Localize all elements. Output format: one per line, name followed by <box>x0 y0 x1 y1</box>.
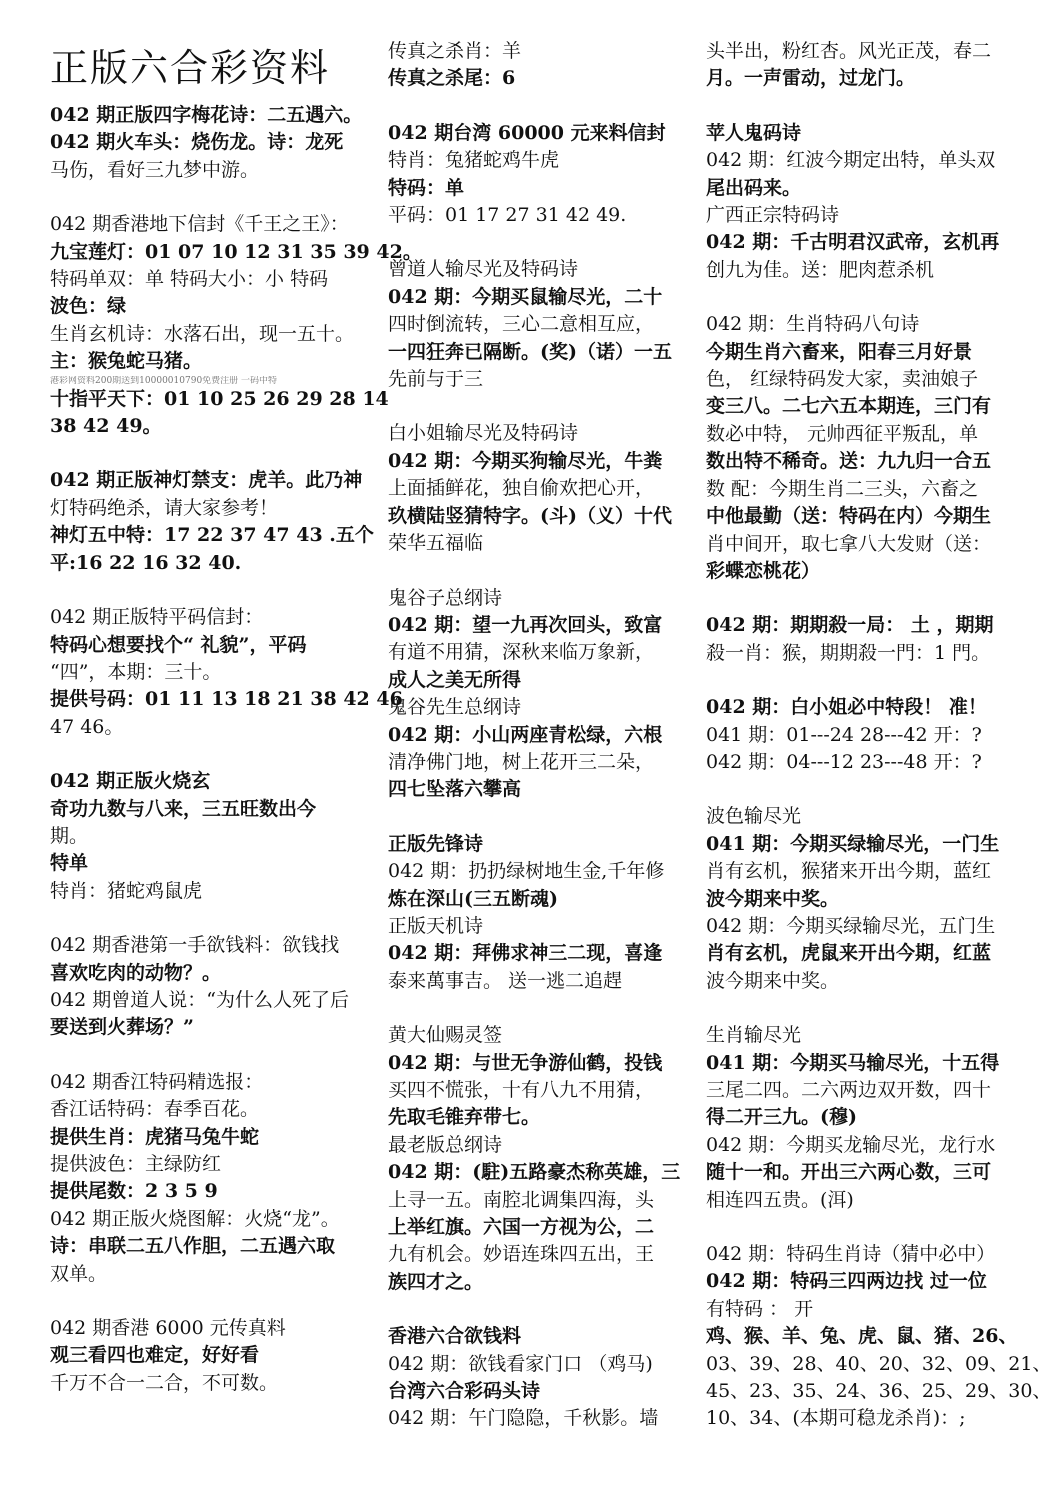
column-right <box>706 38 1052 1433</box>
text-line: 肖中间开，取七拿八大发财（送： <box>706 532 992 555</box>
text-line: 彩蝶恋桃花） <box>706 559 821 582</box>
text-line: 得二开三九。(穆) <box>706 1106 857 1129</box>
text-line: 042 期正版神灯禁支：虎羊。此乃神 <box>50 469 363 492</box>
text-line: 041 期：今期买绿输尽光，一门生 <box>706 832 1000 855</box>
text-line: 042 期：生肖特码八句诗 <box>706 313 920 336</box>
column-left <box>50 38 422 1397</box>
text-line: 十指平天下：01 10 25 26 29 28 14 <box>50 387 389 410</box>
text-line: 传真之杀尾：6 <box>388 67 516 90</box>
text-line: 鬼谷先生总纲诗 <box>388 696 522 719</box>
text-line: 03、39、28、40、20、32、09、21、 <box>706 1352 1052 1375</box>
text-line: 042 期：特码三四两边找 过一位 <box>706 1270 987 1293</box>
text-line: 一四狂奔已隔断。(奖)（诺）一五 <box>388 340 672 363</box>
text-line: 九宝莲灯：01 07 10 12 31 35 39 42。 <box>50 240 422 263</box>
text-line: 特肖：猪蛇鸡鼠虎 <box>50 879 203 902</box>
text-line: 九有机会。妙语连珠四五出，王 <box>388 1243 655 1266</box>
text-line: 042 期香港第一手欲钱料：欲钱找 <box>50 934 340 957</box>
text-line: 上面插鲜花，独自偷欢把心开， <box>388 477 655 500</box>
text-line: 提供号码：01 11 13 18 21 38 42 46 <box>50 688 403 711</box>
text-line: 清净佛门地，树上花开三二朵， <box>388 750 655 773</box>
text-line: 波今期来中奖。 <box>706 969 840 992</box>
text-line: 042 期香江特码精选报： <box>50 1070 264 1093</box>
text-line: 灯特码绝杀，请大家参考！ <box>50 496 279 519</box>
text-line: 042 期：04---12 23---48 开：? <box>706 750 982 773</box>
text-line: 042 期香港地下信封《千王之王》： <box>50 213 349 236</box>
text-line: 042 期：今期买鼠输尽光，二十 <box>388 285 663 308</box>
text-line: 平:16 22 16 32 40. <box>50 551 242 574</box>
text-line: 泰来萬事吉。 送一逃二追趕 <box>388 969 623 992</box>
text-line: 三尾二四。二六两边双开数，四十 <box>706 1079 992 1101</box>
text-line: 042 期：千古明君汉武帝，玄机再 <box>706 231 1000 254</box>
text-line: 042 期正版火烧玄 <box>50 770 211 793</box>
text-line: 成人之美无所得 <box>388 668 522 691</box>
text-line: 042 期：红波今期定出特，单头双 <box>706 149 996 172</box>
text-line: 先取毛锥弃带七。 <box>388 1106 541 1129</box>
text-line: 创九为佳。送：肥肉惹杀机 <box>706 258 935 281</box>
text-line: 炼在深山(三五断魂) <box>388 887 558 910</box>
text-line: 神灯五中特：17 22 37 47 43 .五个 <box>50 524 374 547</box>
text-line: 中他最勤（送：特码在内）今期生 <box>706 505 992 528</box>
text-line: 042 期正版四字梅花诗：二五遇六。 <box>50 104 363 126</box>
text-line: 鸡、猴、羊、兔、虎、鼠、猪、26、 <box>706 1325 1018 1348</box>
text-line: 香港六合欲钱料 <box>388 1325 522 1348</box>
text-line: 色， 红绿特码发大家，卖油娘子 <box>706 368 979 391</box>
text-line: 042 期：拜佛求神三二现，喜逢 <box>388 942 663 965</box>
text-line: 数出特不稀奇。送：九九归一合五 <box>706 450 992 473</box>
text-line: 正版先锋诗 <box>388 832 484 855</box>
text-line: 特码心想要找个“ 礼貌”，平码 <box>50 633 307 656</box>
text-line: 相连四五贵。(洱) <box>706 1188 854 1211</box>
text-line: 特码单双：单 特码大小：小 特码 <box>50 268 329 291</box>
page-title: 正版六合彩资料 <box>50 46 331 90</box>
text-line: 波今期来中奖。 <box>706 887 840 910</box>
text-line: 042 期：今期买狗输尽光，牛粪 <box>388 449 663 472</box>
text-line: 尾出码来。 <box>706 176 802 199</box>
text-line: 苹人鬼码诗 <box>706 121 802 144</box>
text-line: 正版天机诗 <box>388 914 484 937</box>
text-line: 042 期：欲钱看家门口 （鸡马) <box>388 1352 653 1375</box>
text-line: 族四才之。 <box>388 1270 484 1293</box>
text-line: 特肖：兔猪蛇鸡牛虎 <box>388 149 560 172</box>
text-line: 月。一声雷动，过龙门。 <box>706 67 916 90</box>
text-line: 提供波色：主绿防红 <box>50 1153 222 1175</box>
text-line: 鬼谷子总纲诗 <box>388 586 503 609</box>
text-line: 042 期：白小姐必中特段！ 准！ <box>706 696 987 719</box>
text-line: 双单。 <box>50 1262 108 1285</box>
text-line: 45、23、35、24、36、25、29、30、 <box>706 1380 1052 1403</box>
text-line: 黄大仙赐灵签 <box>388 1024 503 1047</box>
text-line: 玖横陆竖猜特字。(斗)（义）十代 <box>388 504 672 527</box>
text-line: 042 期：扔扔绿树地生金,千年修 <box>388 860 665 883</box>
text-line: 千万不合一二合，不可数。 <box>50 1371 279 1394</box>
text-line: 042 期：小山两座青松绿，六根 <box>388 723 663 746</box>
text-line: 肖有玄机，虎鼠来开出今期，红蓝 <box>706 942 992 965</box>
text-line: 有特码 ： 开 <box>706 1297 814 1320</box>
text-line: 头半出，粉红杏。风光正茂，春二 <box>706 40 992 62</box>
text-line: 四时倒流转，三心二意相互应， <box>388 313 655 336</box>
column-middle <box>388 38 690 1433</box>
text-line: 荣华五福临 <box>388 532 484 555</box>
text-line: 曾道人输尽光及特码诗 <box>388 258 579 281</box>
text-line: 四七坠落六攀高 <box>388 778 522 801</box>
text-line: 随十一和。开出三六两心数，三可 <box>706 1161 992 1184</box>
text-line: 有道不用猜，深秋来临万象新， <box>388 641 655 664</box>
text-line: 上寻一五。南腔北调集四海，头 <box>388 1188 655 1211</box>
text-line: 042 期：今期买龙输尽光，龙行水 <box>706 1133 996 1156</box>
text-line: 提供尾数：2 3 5 9 <box>50 1180 218 1203</box>
text-line: 生肖输尽光 <box>706 1024 802 1047</box>
text-line: 042 期：(駐)五路豪杰称英雄，三 <box>388 1161 681 1184</box>
text-line: 马伤，看好三九梦中游。 <box>50 158 260 181</box>
text-line: 香江话特码：春季百花。 <box>50 1098 260 1121</box>
text-line: 传真之杀肖：羊 <box>388 40 522 62</box>
text-line: 042 期：今期买绿输尽光，五门生 <box>706 914 996 937</box>
text-line: 波色输尽光 <box>706 805 802 828</box>
text-line: 今期生肖六畜来，阳春三月好景 <box>706 340 973 363</box>
text-line: 042 期：特码生肖诗（猜中必中） <box>706 1243 996 1266</box>
text-line: 042 期正版特平码信封： <box>50 606 264 629</box>
text-line: 台湾六合彩码头诗 <box>388 1380 541 1403</box>
text-line: “四”，本期：三十。 <box>50 660 222 683</box>
text-line: 042 期：午门隐隐，千秋影。墙 <box>388 1407 659 1430</box>
text-line: 数必中特， 元帅西征平叛乱，单 <box>706 422 979 445</box>
text-line: 主：猴兔蛇马猪。 <box>50 350 203 373</box>
text-line: 平码：01 17 27 31 42 49. <box>388 204 627 227</box>
text-line: 要送到火葬场？” <box>50 1016 194 1039</box>
text-line: 白小姐输尽光及特码诗 <box>388 422 579 445</box>
text-line: 先前与于三 <box>388 368 484 391</box>
text-line: 殺一肖：猴，期期殺一門：1 門。 <box>706 641 991 664</box>
text-line: 041 期：01---24 28---42 开：? <box>706 723 982 746</box>
text-line: 提供生肖：虎猪马兔牛蛇 <box>50 1125 260 1148</box>
text-line: 041 期：今期买马输尽光，十五得 <box>706 1051 1000 1074</box>
text-line: 生肖玄机诗：水落石出，现一五十。 <box>50 322 355 345</box>
text-line: 042 期曾道人说：“为什么人死了后 <box>50 988 350 1011</box>
text-line: 最老版总纲诗 <box>388 1133 503 1156</box>
text-line: 10、34、(本期可稳龙杀肖)：; <box>706 1407 966 1430</box>
text-line: 上举红旗。六国一方视为公，二 <box>388 1216 655 1239</box>
text-line: 042 期：期期殺一局： 土 ，期期 <box>706 614 994 637</box>
text-line: 47 46。 <box>50 715 124 738</box>
text-line: 042 期：与世无争游仙鹤，投钱 <box>388 1051 663 1074</box>
text-line: 期。 <box>50 824 89 847</box>
text-line: 变三八。二七六五本期连，三门有 <box>706 395 992 418</box>
text-line: 特单 <box>50 852 89 875</box>
text-line: 042 期：望一九再次回头，致富 <box>388 613 663 636</box>
text-line: 诗：串联二五八作胆，二五遇六取 <box>50 1235 336 1258</box>
text-line: 波色：绿 <box>50 295 127 318</box>
text-line: 肖有玄机，猴猪来开出今期，蓝红 <box>706 860 992 883</box>
text-line: 042 期香港 6000 元传真料 <box>50 1317 286 1340</box>
text-line: 042 期正版火烧图解：火烧“龙”。 <box>50 1207 340 1230</box>
text-line: 广西正宗特码诗 <box>706 204 840 227</box>
watermark-smear: 港彩网资料200期送到10000010790免费注册 一码中特 <box>50 375 278 386</box>
text-line: 特码：单 <box>388 176 465 199</box>
text-line: 奇功九数与八来，三五旺数出今 <box>50 797 317 820</box>
text-line: 买四不慌张，十有八九不用猜， <box>388 1079 655 1101</box>
text-line: 042 期火车头：烧伤龙。诗：龙死 <box>50 131 344 154</box>
text-line: 042 期台湾 60000 元来料信封 <box>388 121 666 144</box>
text-line: 38 42 49。 <box>50 415 162 438</box>
text-line: 喜欢吃肉的动物？。 <box>50 961 222 984</box>
text-line: 数 配：今期生肖二三头，六畜之 <box>706 477 979 500</box>
text-line: 观三看四也难定，好好看 <box>50 1344 260 1367</box>
